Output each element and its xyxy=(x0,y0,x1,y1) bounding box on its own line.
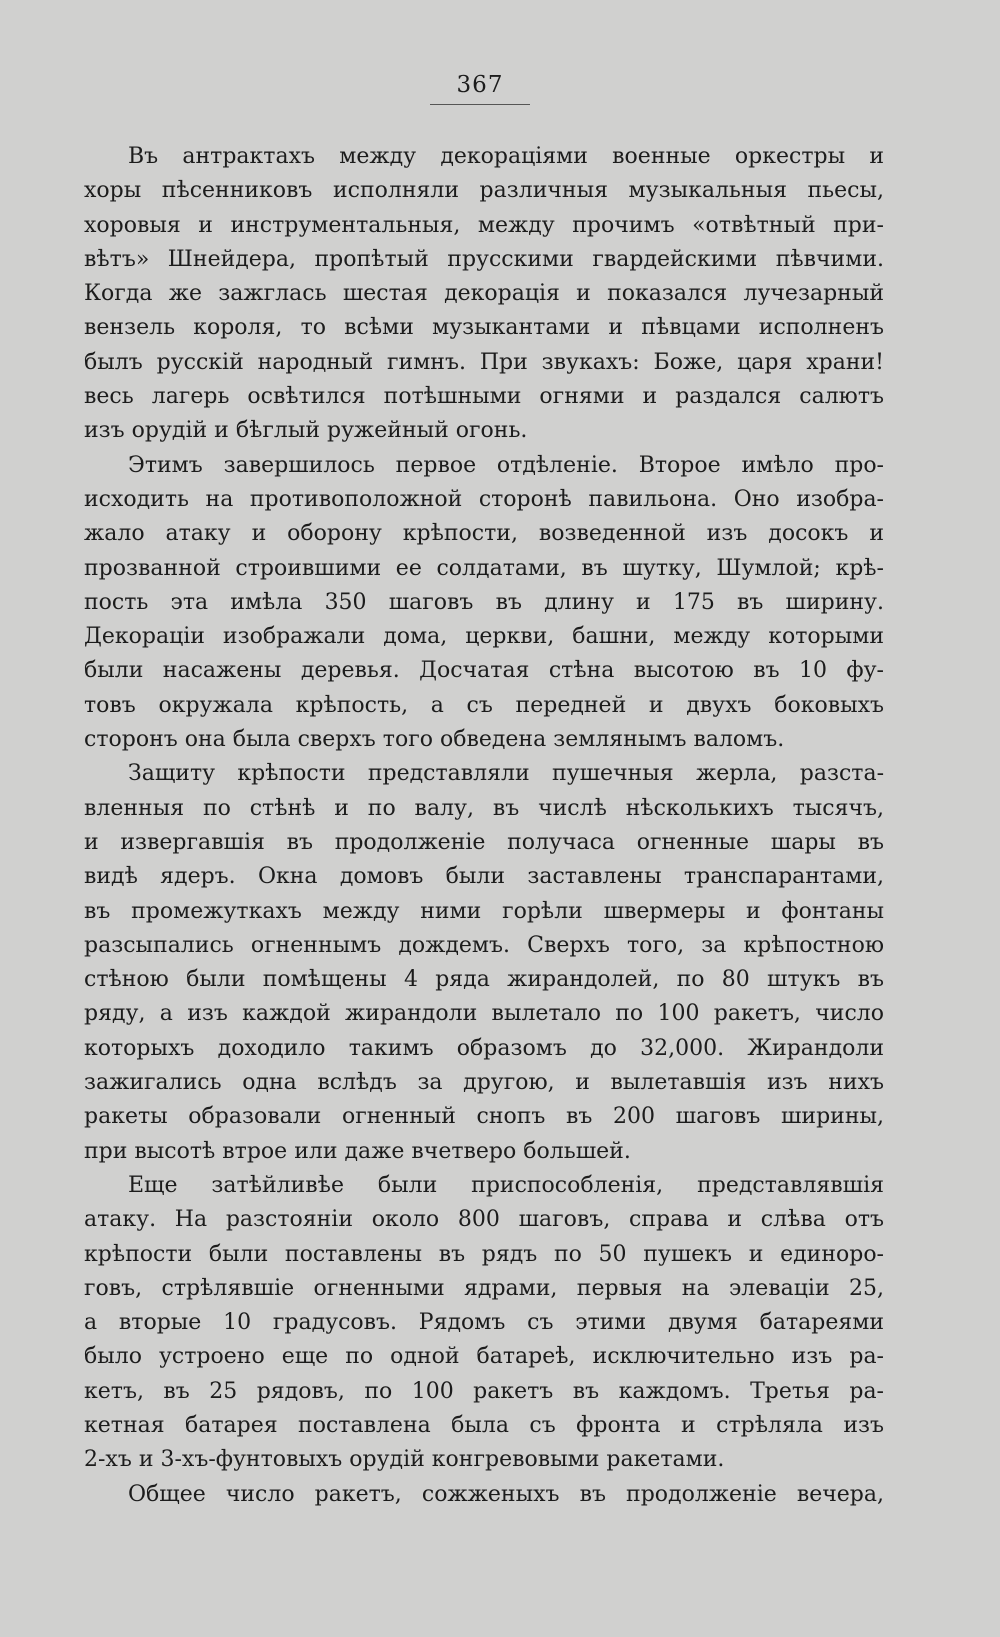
text-line: атаку. На разстояніи около 800 шаговъ, справа и слѣва отъ xyxy=(84,1207,884,1233)
text-line: жало атаку и оборону крѣпости, возведенной изъ досокъ и xyxy=(84,521,884,547)
text-line: а вторые 10 градусовъ. Рядомъ съ этими двумя батареями xyxy=(84,1310,884,1336)
text-line: крѣпости были поставлены въ рядъ по 50 пушекъ и единоро- xyxy=(84,1241,884,1267)
text-line: вѣтъ» Шнейдера, пропѣтый прусскими гвардейскими пѣвчими. xyxy=(84,246,884,272)
text-line: весь лагерь освѣтился потѣшными огнями и раздался салютъ xyxy=(84,384,884,410)
text-line: товъ окружала крѣпость, а съ передней и двухъ боковыхъ xyxy=(84,692,884,718)
text-line: Когда же зажглась шестая декорація и показался лучезарный xyxy=(84,281,884,307)
text-line: которыхъ доходило такимъ образомъ до 32,000. Жирандоли xyxy=(84,1035,884,1061)
text-line: пость эта имѣла 350 шаговъ въ длину и 175 въ ширину. xyxy=(84,589,884,615)
text-line: хоровыя и инструментальныя, между прочимъ «отвѣтный при- xyxy=(84,212,884,238)
text-line: говъ, стрѣлявшіе огненными ядрами, первыя на элеваціи 25, xyxy=(84,1275,884,1301)
page-number-rule xyxy=(430,104,530,105)
text-line: ракеты образовали огненный снопъ въ 200 шаговъ ширины, xyxy=(84,1104,884,1130)
body-text xyxy=(84,140,884,1512)
paragraph xyxy=(84,1169,884,1478)
paragraph xyxy=(84,1478,884,1512)
text-line: были насажены деревья. Досчатая стѣна высотою въ 10 фу- xyxy=(84,658,884,684)
text-line: видѣ ядеръ. Окна домовъ были заставлены транспарантами, xyxy=(84,864,884,890)
page-number: 367 xyxy=(456,72,504,98)
text-line: былъ русскій народный гимнъ. При звукахъ: Боже, царя храни! xyxy=(84,349,884,375)
text-line: стѣною были помѣщены 4 ряда жирандолей, по 80 штукъ въ xyxy=(84,967,884,993)
text-line: исходить на противоположной сторонѣ павильона. Оно изобра- xyxy=(84,486,884,512)
text-line: 2-хъ и 3-хъ-фунтовыхъ орудій конгревовыми ракетами. xyxy=(84,1447,725,1473)
text-line: вензель короля, то всѣми музыкантами и пѣвцами исполненъ xyxy=(84,315,884,341)
text-line: и извергавшія въ продолженіе получаса огненные шары въ xyxy=(84,829,884,855)
text-line: Декораціи изображали дома, церкви, башни, между которыми xyxy=(84,624,884,650)
paragraph xyxy=(84,140,884,449)
text-line: Защиту крѣпости представляли пушечныя жерла, разста- xyxy=(128,761,884,787)
text-line: кетная батарея поставлена была съ фронта и стрѣляла изъ xyxy=(84,1412,884,1438)
text-line: вленныя по стѣнѣ и по валу, въ числѣ нѣсколькихъ тысячъ, xyxy=(84,795,884,821)
text-line: ряду, а изъ каждой жирандоли вылетало по 100 ракетъ, число xyxy=(84,1001,884,1027)
text-line: прозванной строившими ее солдатами, въ шутку, Шумлой; крѣ- xyxy=(84,555,884,581)
text-line: изъ орудій и бѣглый ружейный огонь. xyxy=(84,418,528,444)
text-line: Въ антрактахъ между декораціями военные оркестры и xyxy=(128,144,884,169)
text-line: Общее число ракетъ, сожженыхъ въ продолженіе вечера, xyxy=(128,1481,884,1507)
text-line: зажигались одна вслѣдъ за другою, и вылетавшія изъ нихъ xyxy=(84,1070,884,1096)
text-line: въ промежуткахъ между ними горѣли швермеры и фонтаны xyxy=(84,898,884,924)
text-line: при высотѣ втрое или даже вчетверо большей. xyxy=(84,1138,631,1164)
text-line: Этимъ завершилось первое отдѣленіе. Второе имѣло про- xyxy=(128,452,884,478)
text-line: кетъ, въ 25 рядовъ, по 100 ракетъ въ каждомъ. Третья ра- xyxy=(84,1378,884,1404)
text-line: было устроено еще по одной батареѣ, исключительно изъ ра- xyxy=(84,1344,884,1370)
text-line: разсыпались огненнымъ дождемъ. Сверхъ того, за крѣпостною xyxy=(84,932,884,958)
paragraph xyxy=(84,449,884,758)
paragraph xyxy=(84,757,884,1169)
text-line: Еще затѣйливѣе были приспособленія, представлявшія xyxy=(128,1172,884,1198)
text-line: сторонъ она была сверхъ того обведена землянымъ валомъ. xyxy=(84,727,785,753)
text-line: хоры пѣсенниковъ исполняли различныя музыкальныя пьесы, xyxy=(84,178,884,204)
